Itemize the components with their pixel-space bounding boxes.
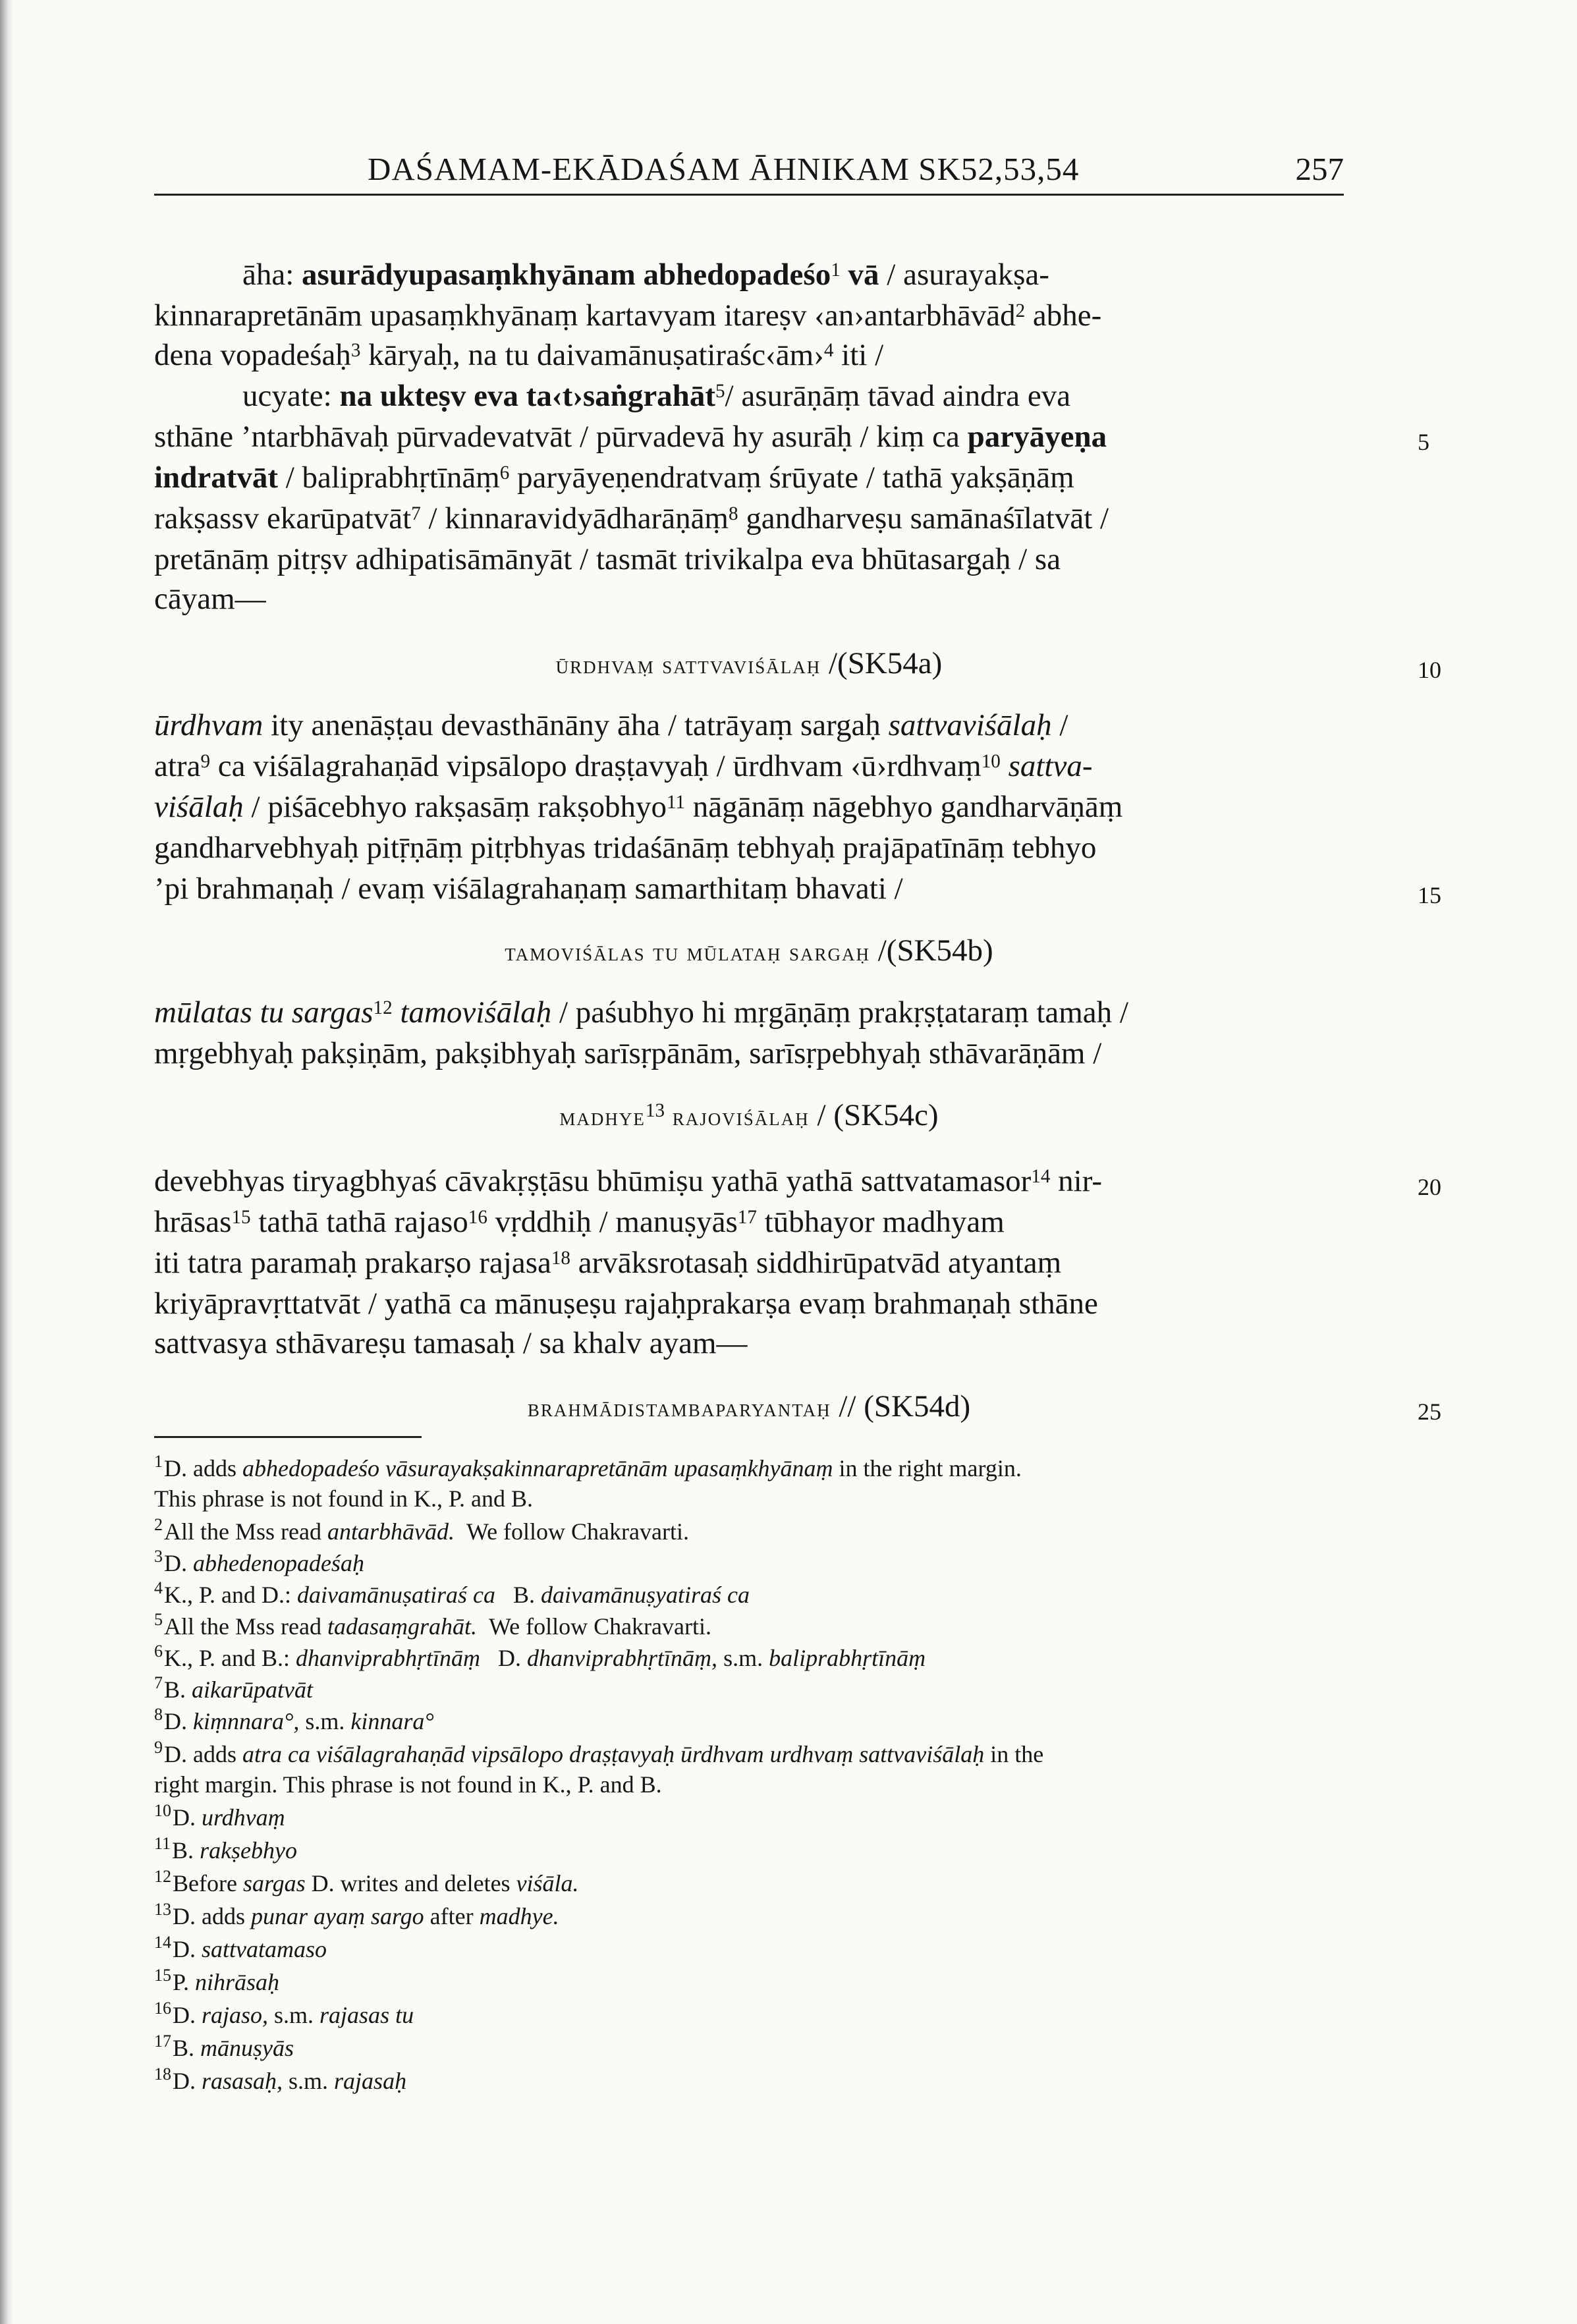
text-line: dena vopadeśaḥ$^3$ kāryaḥ, na tu daivamānuṣatiraśc‹ām›$^4$ iti / xyxy=(154,338,884,372)
footnote: $^{10}$D. urdhvaṃ xyxy=(154,1800,285,1831)
text-line: ’pi brahmaṇaḥ / evaṃ viśālagrahaṇaṃ samarthitaṃ bhavati / xyxy=(154,872,903,906)
footnote: $^9$D. adds atra ca viśālagrahaṇād vipsālopo draṣṭavyaḥ ūrdhvam urdhvaṃ sattvaviśālaḥ in the xyxy=(154,1737,1044,1767)
text-line: cāyam— xyxy=(154,582,266,616)
footnote: $^7$B. aikarūpatvāt xyxy=(154,1673,313,1703)
text-line: rakṣassv ekarūpatvāt$^7$ / kinnaravidyādharāṇāṃ$^8$ gandharveṣu samānaśīlatvāt / xyxy=(154,501,1109,536)
line-number: 10 xyxy=(1418,657,1441,683)
footnote: $^{18}$D. rasasaḥ, s.m. rajasaḥ xyxy=(154,2064,407,2094)
verse-heading: ūrdhvaṃ sattvaviśālaḥ /(SK54a) xyxy=(555,646,943,680)
line-number: 5 xyxy=(1418,429,1429,455)
footnote-rule xyxy=(154,1436,422,1438)
text-line: devebhyas tiryagbhyaś cāvakṛṣṭāsu bhūmiṣu yathā yathā sattvatamasor$^{14}$ nir- xyxy=(154,1164,1103,1198)
text-line: ūrdhvam ity anenāṣṭau devasthānāny āha / tatrāyaṃ sargaḥ sattvaviśālaḥ / xyxy=(154,708,1068,742)
running-header xyxy=(154,146,1344,196)
text-line: iti tatra paramaḥ prakarṣo rajasa$^{18}$ arvāksrotasaḥ siddhirūpatvād atyantaṃ xyxy=(154,1246,1062,1280)
text-line: pretānāṃ pitṛṣv adhipatisāmānyāt / tasmāt trivikalpa eva bhūtasargaḥ / sa xyxy=(154,542,1061,576)
footnote: $^{13}$D. adds punar ayaṃ sargo after madhye. xyxy=(154,1899,559,1929)
text-line: ucyate: na ukteṣv eva ta‹t›saṅgrahāt$^5$/ asurāṇāṃ tāvad aindra eva xyxy=(242,379,1071,413)
footnote: $^{15}$P. nihrāsaḥ xyxy=(154,1965,280,1995)
text-line: viśālaḥ / piśācebhyo rakṣasāṃ rakṣobhyo$^{11}$ nāgānāṃ nāgebhyo gandharvāṇāṃ xyxy=(154,790,1123,824)
footnote: $^4$K., P. and D.: daivamānuṣatiraś ca B. daivamānuṣyatiraś ca xyxy=(154,1578,750,1608)
text-line: āha: asurādyupasaṃkhyānam abhedopadeśo$^1$ vā / asurayakṣa- xyxy=(242,258,1049,292)
footnote: $^8$D. kiṃnnara°, s.m. kinnara° xyxy=(154,1704,434,1734)
page-binding-shadow xyxy=(0,0,13,2324)
footnote-continuation: right margin. This phrase is not found in K., P. and B. xyxy=(154,1771,662,1798)
footnote: $^{16}$D. rajaso, s.m. rajasas tu xyxy=(154,1998,414,2028)
footnote: $^6$K., P. and B.: dhanviprabhṛtīnāṃ D. dhanviprabhṛtīnāṃ, s.m. baliprabhṛtīnāṃ xyxy=(154,1641,926,1671)
text-line: hrāsas$^{15}$ tathā tathā rajaso$^{16}$ vṛddhiḥ / manuṣyās$^{17}$ tūbhayor madhyam xyxy=(154,1205,1005,1239)
footnote: $^1$D. adds abhedopadeśo vāsurayakṣakinnarapretānām upasaṃkhyānaṃ in the right margin. xyxy=(154,1451,1022,1481)
text-line: sthāne ’ntarbhāvaḥ pūrvadevatvāt / pūrvadevā hy asurāḥ / kiṃ ca paryāyeṇa xyxy=(154,420,1107,454)
footnote: $^2$All the Mss read antarbhāvād. We follow Chakravarti. xyxy=(154,1514,689,1545)
verse-heading: tamoviśālas tu mūlataḥ sargaḥ /(SK54b) xyxy=(505,933,993,968)
footnote: $^{11}$B. rakṣebhyo xyxy=(154,1833,298,1864)
text-line: kinnarapretānām upasaṃkhyānaṃ kartavyam itareṣv ‹an›antarbhāvād$^2$ abhe- xyxy=(154,298,1102,333)
line-number: 25 xyxy=(1418,1398,1441,1425)
verse-heading: brahmādistambaparyantaḥ // (SK54d) xyxy=(527,1389,971,1424)
text-line: mūlatas tu sargas$^{12}$ tamoviśālaḥ / paśubhyo hi mṛgāṇāṃ prakṛṣṭataraṃ tamaḥ / xyxy=(154,995,1128,1030)
text-line: mṛgebhyaḥ pakṣiṇām, pakṣibhyaḥ sarīsṛpānām, sarīsṛpebhyaḥ sthāvarāṇām / xyxy=(154,1036,1102,1070)
verse-heading: madhye$^{13}$ rajoviśālaḥ / (SK54c) xyxy=(559,1098,939,1132)
page-number: 257 xyxy=(1295,151,1344,187)
footnote-continuation: This phrase is not found in K., P. and B. xyxy=(154,1485,533,1512)
text-line: sattvasya sthāvareṣu tamasaḥ / sa khalv ayam— xyxy=(154,1326,748,1360)
footnote: $^3$D. abhedenopadeśaḥ xyxy=(154,1546,364,1576)
footnote: $^{17}$B. mānuṣyās xyxy=(154,2031,294,2061)
running-title: DAŚAMAM-EKĀDAŚAM ĀHNIKAM SK52,53,54 xyxy=(368,151,1080,187)
text-line: gandharvebhyaḥ pitṝṇāṃ pitṛbhyas tridaśānāṃ tebhyaḥ prajāpatīnāṃ tebhyo xyxy=(154,831,1097,865)
text-line: atra$^9$ ca viśālagrahaṇād vipsālopo draṣṭavyaḥ / ūrdhvam ‹ū›rdhvaṃ$^{10}$ sattva- xyxy=(154,749,1093,783)
text-line: indratvāt / baliprabhṛtīnāṃ$^6$ paryāyeṇendratvaṃ śrūyate / tathā yakṣāṇāṃ xyxy=(154,460,1074,495)
text-line: kriyāpravṛttatvāt / yathā ca mānuṣeṣu rajaḥprakarṣa evaṃ brahmaṇaḥ sthāne xyxy=(154,1286,1098,1321)
footnote: $^{12}$Before sargas D. writes and deletes viśāla. xyxy=(154,1866,579,1896)
line-number: 15 xyxy=(1418,882,1441,908)
footnote: $^{14}$D. sattvatamaso xyxy=(154,1932,327,1962)
footnote: $^5$All the Mss read tadasaṃgrahāt. We follow Chakravarti. xyxy=(154,1609,711,1640)
line-number: 20 xyxy=(1418,1174,1441,1200)
